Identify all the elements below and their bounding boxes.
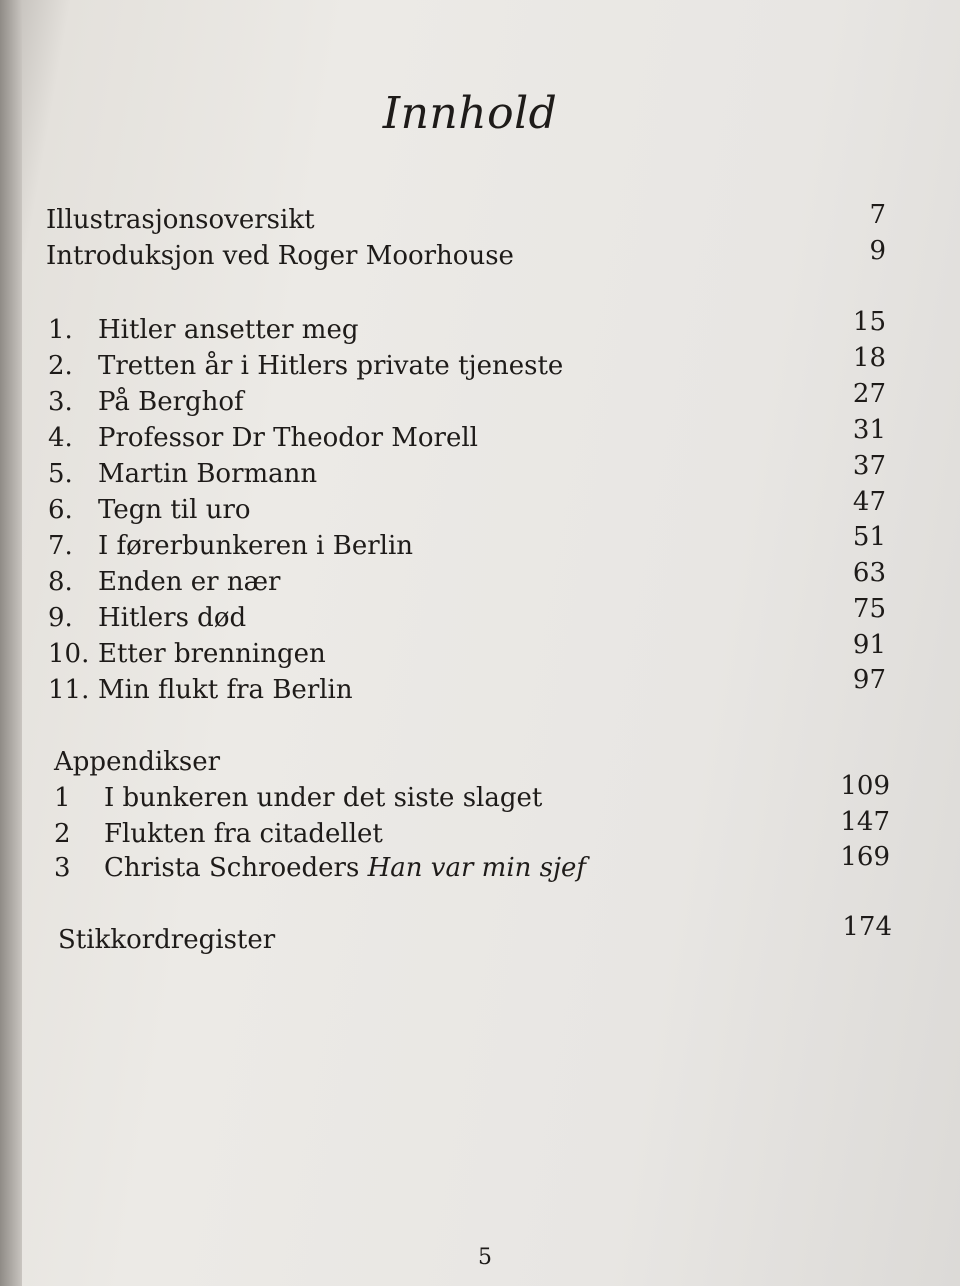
toc-entry-chapter bbox=[48, 602, 246, 634]
toc-entry-label: Illustrasjonsoversikt bbox=[46, 205, 315, 235]
toc-entry-page: 31 bbox=[852, 415, 886, 445]
toc-entry-page: 9 bbox=[869, 236, 886, 266]
toc-entry-chapter bbox=[48, 530, 413, 562]
toc-entry-appendix bbox=[54, 818, 383, 850]
toc-entry-label: Introduksjon ved Roger Moorhouse bbox=[46, 241, 514, 271]
toc-entry-chapter bbox=[48, 638, 326, 670]
chapter-number: 1. bbox=[48, 315, 73, 345]
toc-entry-page: 51 bbox=[852, 522, 886, 552]
toc-entry-chapter bbox=[48, 494, 251, 526]
toc-entry-label: Enden er nær bbox=[98, 567, 281, 597]
toc-entry-front bbox=[46, 240, 514, 272]
toc-entry-appendix bbox=[54, 852, 586, 884]
toc-entry-page: 75 bbox=[852, 594, 886, 624]
chapter-number: 10. bbox=[48, 639, 90, 669]
toc-entry-chapter bbox=[48, 422, 478, 454]
toc-entry-page: 7 bbox=[869, 200, 886, 230]
toc-entry-chapter bbox=[48, 566, 280, 598]
chapter-number: 6. bbox=[48, 495, 73, 525]
chapter-number: 3. bbox=[48, 387, 73, 417]
chapter-number: 8. bbox=[48, 567, 73, 597]
toc-entry-label: På Berghof bbox=[98, 387, 244, 417]
appendix-number: 2 bbox=[54, 819, 71, 849]
toc-entry-label-italic: Han var min sjef bbox=[367, 853, 587, 883]
toc-entry-page: 147 bbox=[840, 807, 890, 837]
chapter-number: 7. bbox=[48, 531, 73, 561]
appendix-heading: Appendikser bbox=[54, 747, 221, 777]
toc-entry-label: Martin Bormann bbox=[98, 459, 318, 489]
page-number: 5 bbox=[478, 1245, 492, 1270]
toc-entry-page: 15 bbox=[852, 307, 886, 337]
toc-entry-page: 18 bbox=[852, 343, 886, 373]
toc-entry-page: 27 bbox=[852, 379, 886, 409]
appendix-number: 3 bbox=[54, 853, 71, 883]
toc-entry-page: 109 bbox=[840, 771, 890, 801]
toc-entry-label: Flukten fra citadellet bbox=[104, 819, 383, 849]
chapter-number: 2. bbox=[48, 351, 73, 381]
toc-entry-page: 91 bbox=[852, 630, 886, 660]
toc-entry-label: Tegn til uro bbox=[98, 495, 251, 525]
toc-entry-chapter bbox=[48, 350, 563, 382]
toc-entry-label: I bunkeren under det siste slaget bbox=[104, 783, 543, 813]
toc-entry-page: 63 bbox=[852, 558, 886, 588]
page-gutter-shadow bbox=[0, 0, 22, 1286]
toc-entry-chapter bbox=[48, 458, 317, 490]
toc-entry-label: I førerbunkeren i Berlin bbox=[98, 531, 414, 561]
chapter-number: 4. bbox=[48, 423, 73, 453]
toc-entry-label: Stikkordregister bbox=[58, 925, 276, 955]
toc-entry-index bbox=[58, 924, 275, 956]
toc-entry-label: Christa Schroeders bbox=[104, 853, 368, 883]
appendix-number: 1 bbox=[54, 783, 71, 813]
toc-entry-chapter bbox=[48, 674, 353, 706]
toc-entry-appendix bbox=[54, 782, 542, 814]
toc-entry-label: Tretten år i Hitlers private tjeneste bbox=[98, 351, 564, 381]
toc-entry-label: Professor Dr Theodor Morell bbox=[98, 423, 478, 453]
toc-entry-label: Min flukt fra Berlin bbox=[98, 675, 353, 705]
toc-entry-label: Hitler ansetter meg bbox=[98, 315, 359, 345]
toc-entry-chapter bbox=[48, 314, 358, 346]
toc-entry-front bbox=[46, 204, 315, 236]
toc-entry-label: Etter brenningen bbox=[98, 639, 326, 669]
toc-entry-chapter bbox=[48, 386, 244, 418]
chapter-number: 9. bbox=[48, 603, 73, 633]
chapter-number: 5. bbox=[48, 459, 73, 489]
toc-entry-page: 97 bbox=[852, 665, 886, 695]
toc-entry-page: 169 bbox=[840, 842, 890, 872]
page-title: Innhold bbox=[382, 88, 558, 139]
toc-entry-page: 37 bbox=[852, 451, 886, 481]
toc-entry-label: Hitlers død bbox=[98, 603, 247, 633]
toc-entry-page: 47 bbox=[852, 487, 886, 517]
toc-entry-page: 174 bbox=[842, 912, 892, 942]
chapter-number: 11. bbox=[48, 675, 90, 705]
